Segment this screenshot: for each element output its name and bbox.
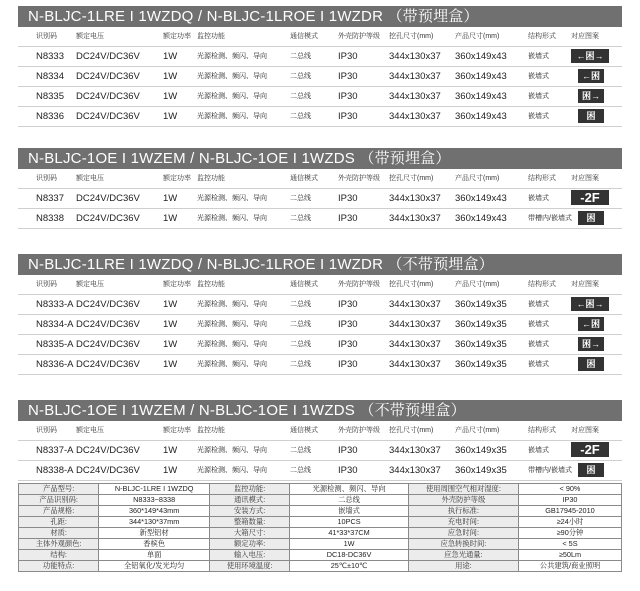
header-hole: 挖孔尺寸(mm)	[389, 175, 434, 182]
cell-voltage: DC24V/DC36V	[76, 339, 140, 350]
exit-sign-icon: -2F	[571, 442, 609, 457]
cell-ip: IP30	[338, 213, 358, 224]
spec-row	[19, 506, 622, 517]
cell-ip: IP30	[338, 71, 358, 82]
header-icon: 对应图案	[571, 281, 599, 288]
cell-id: N8337-A	[36, 445, 74, 456]
spec-key: 产品规格:	[19, 506, 99, 517]
exit-sign-icon: ←困→	[571, 297, 609, 311]
spec-value: 41*33*37CM	[290, 528, 409, 539]
exit-sign-icon: 困	[578, 211, 604, 225]
cell-voltage: DC24V/DC36V	[76, 465, 140, 476]
table-header	[18, 421, 622, 441]
spec-key: 使用周围空气相对湿度:	[408, 484, 518, 495]
section-title: N-BLJC-1OE I 1WZEM / N-BLJC-1OE I 1WZDS （带预埋盒）	[18, 148, 622, 169]
cell-ip: IP30	[338, 445, 358, 456]
cell-size: 360x149x43	[455, 71, 507, 82]
cell-monitor: 光源检测、频闪、导向	[197, 321, 267, 328]
cell-ip: IP30	[338, 299, 358, 310]
cell-power: 1W	[163, 51, 178, 62]
cell-monitor: 光源检测、频闪、导向	[197, 467, 267, 474]
table-row	[18, 67, 622, 87]
header-size: 产品尺寸(mm)	[455, 281, 500, 288]
spec-key: 主体外观颜色:	[19, 539, 99, 550]
cell-ip: IP30	[338, 51, 358, 62]
cell-hole: 344x130x37	[389, 299, 441, 310]
exit-sign-icon: 困	[578, 463, 604, 477]
spec-key: 产品型号:	[19, 484, 99, 495]
exit-sign-icon: ←困→	[571, 49, 609, 63]
table-row	[18, 355, 622, 375]
cell-ip: IP30	[338, 359, 358, 370]
spec-row	[19, 528, 622, 539]
exit-sign-icon: ←困	[578, 69, 604, 83]
cell-power: 1W	[163, 193, 178, 204]
header-icon: 对应图案	[571, 33, 599, 40]
spec-value: 344*130*37mm	[99, 517, 210, 528]
cell-mount: 嵌墙式	[528, 53, 549, 60]
spec-value: 二总线	[290, 495, 409, 506]
cell-mount: 嵌墙式	[528, 341, 549, 348]
cell-mount: 嵌墙式	[528, 301, 549, 308]
header-hole: 挖孔尺寸(mm)	[389, 281, 434, 288]
cell-monitor: 光源检测、频闪、导向	[197, 73, 267, 80]
cell-mount: 嵌墙式	[528, 361, 549, 368]
cell-power: 1W	[163, 445, 178, 456]
cell-voltage: DC24V/DC36V	[76, 213, 140, 224]
cell-hole: 344x130x37	[389, 339, 441, 350]
spec-key: 额定功率:	[209, 539, 289, 550]
table-row	[18, 189, 622, 209]
section-title: N-BLJC-1OE I 1WZEM / N-BLJC-1OE I 1WZDS （不带预埋盒）	[18, 400, 622, 421]
cell-comm: 二总线	[290, 361, 311, 368]
cell-comm: 二总线	[290, 53, 311, 60]
spec-value: 公共建筑/商业照明	[518, 561, 621, 572]
spec-row	[19, 550, 622, 561]
cell-hole: 344x130x37	[389, 193, 441, 204]
cell-size: 360x149x43	[455, 51, 507, 62]
cell-size: 360x149x43	[455, 111, 507, 122]
exit-sign-icon: 困→	[578, 337, 604, 351]
header-ip: 外壳防护等级	[338, 33, 380, 40]
cell-comm: 二总线	[290, 467, 311, 474]
cell-ip: IP30	[338, 111, 358, 122]
header-size: 产品尺寸(mm)	[455, 33, 500, 40]
cell-power: 1W	[163, 213, 178, 224]
spec-value: 单面	[99, 550, 210, 561]
header-size: 产品尺寸(mm)	[455, 175, 500, 182]
cell-hole: 344x130x37	[389, 319, 441, 330]
cell-monitor: 光源检测、频闪、导向	[197, 195, 267, 202]
cell-monitor: 光源检测、频闪、导向	[197, 113, 267, 120]
cell-monitor: 光源检测、频闪、导向	[197, 341, 267, 348]
table-row	[18, 441, 622, 461]
header-voltage: 额定电压	[76, 175, 104, 182]
cell-power: 1W	[163, 299, 178, 310]
cell-ip: IP30	[338, 193, 358, 204]
table-row	[18, 87, 622, 107]
cell-voltage: DC24V/DC36V	[76, 193, 140, 204]
header-power: 额定功率	[163, 281, 191, 288]
spec-row	[19, 561, 622, 572]
spec-key: 整箱数量:	[209, 517, 289, 528]
spec-key: 应急转换时间:	[408, 539, 518, 550]
spec-key: 充电时间:	[408, 517, 518, 528]
header-monitor: 监控功能	[197, 281, 225, 288]
spec-value: N-BLJC-1LRE I 1WZDQ	[99, 484, 210, 495]
section-2	[18, 148, 622, 229]
header-hole: 挖孔尺寸(mm)	[389, 33, 434, 40]
table-row	[18, 295, 622, 315]
cell-power: 1W	[163, 111, 178, 122]
cell-comm: 二总线	[290, 341, 311, 348]
spec-key: 应急光通量:	[408, 550, 518, 561]
table-header	[18, 169, 622, 189]
spec-key: 功能特点:	[19, 561, 99, 572]
cell-comm: 二总线	[290, 73, 311, 80]
cell-power: 1W	[163, 91, 178, 102]
cell-voltage: DC24V/DC36V	[76, 359, 140, 370]
spec-value: IP30	[518, 495, 621, 506]
cell-mount: 嵌墙式	[528, 113, 549, 120]
section-4	[18, 400, 622, 481]
section-title: N-BLJC-1LRE I 1WZDQ / N-BLJC-1LROE I 1WZDR （带预埋盒）	[18, 6, 622, 27]
spec-row	[19, 484, 622, 495]
spec-value: < 90%	[518, 484, 621, 495]
spec-value: GB17945-2010	[518, 506, 621, 517]
cell-voltage: DC24V/DC36V	[76, 91, 140, 102]
table-row	[18, 461, 622, 481]
cell-size: 360x149x35	[455, 465, 507, 476]
spec-value: ≥24小时	[518, 517, 621, 528]
exit-sign-icon: 困	[578, 357, 604, 371]
spec-row	[19, 539, 622, 550]
cell-mount: 嵌墙式	[528, 447, 549, 454]
cell-power: 1W	[163, 319, 178, 330]
header-comm: 通信模式	[290, 427, 318, 434]
spec-key: 结构:	[19, 550, 99, 561]
header-ip: 外壳防护等级	[338, 427, 380, 434]
cell-voltage: DC24V/DC36V	[76, 319, 140, 330]
table-row	[18, 107, 622, 127]
spec-value: 25℃±10℃	[290, 561, 409, 572]
spec-key: 使用环境温度:	[209, 561, 289, 572]
cell-mount: 带槽内/嵌墙式	[528, 467, 572, 474]
spec-value: ≥50Lm	[518, 550, 621, 561]
header-mount: 结构形式	[528, 33, 556, 40]
header-size: 产品尺寸(mm)	[455, 427, 500, 434]
header-monitor: 监控功能	[197, 175, 225, 182]
cell-monitor: 光源检测、频闪、导向	[197, 53, 267, 60]
cell-id: N8335	[36, 91, 64, 102]
section-title: N-BLJC-1LRE I 1WZDQ / N-BLJC-1LROE I 1WZDR （不带预埋盒）	[18, 254, 622, 275]
cell-id: N8334-A	[36, 319, 74, 330]
spec-value: 360*149*43mm	[99, 506, 210, 517]
cell-hole: 344x130x37	[389, 465, 441, 476]
cell-monitor: 光源检测、频闪、导向	[197, 361, 267, 368]
cell-voltage: DC24V/DC36V	[76, 51, 140, 62]
cell-voltage: DC24V/DC36V	[76, 111, 140, 122]
exit-sign-icon: ←困	[578, 317, 604, 331]
cell-size: 360x149x43	[455, 213, 507, 224]
spec-value: DC18-DC36V	[290, 550, 409, 561]
cell-mount: 带槽内/嵌墙式	[528, 215, 572, 222]
cell-comm: 二总线	[290, 215, 311, 222]
header-id: 识别码	[36, 427, 57, 434]
cell-id: N8335-A	[36, 339, 74, 350]
table-row	[18, 47, 622, 67]
cell-comm: 二总线	[290, 113, 311, 120]
spec-value: 新型铝材	[99, 528, 210, 539]
cell-hole: 344x130x37	[389, 213, 441, 224]
spec-key: 大箱尺寸:	[209, 528, 289, 539]
cell-size: 360x149x35	[455, 445, 507, 456]
cell-power: 1W	[163, 465, 178, 476]
spec-key: 产品识别码:	[19, 495, 99, 506]
cell-id: N8336	[36, 111, 64, 122]
spec-table	[18, 483, 622, 572]
header-mount: 结构形式	[528, 175, 556, 182]
cell-comm: 二总线	[290, 321, 311, 328]
section-3	[18, 254, 622, 375]
header-id: 识别码	[36, 33, 57, 40]
header-voltage: 额定电压	[76, 33, 104, 40]
cell-hole: 344x130x37	[389, 71, 441, 82]
spec-value: ≥90分钟	[518, 528, 621, 539]
header-monitor: 监控功能	[197, 33, 225, 40]
spec-value: < 5S	[518, 539, 621, 550]
cell-hole: 344x130x37	[389, 111, 441, 122]
cell-monitor: 光源检测、频闪、导向	[197, 93, 267, 100]
table-header	[18, 27, 622, 47]
cell-power: 1W	[163, 71, 178, 82]
spec-key: 应急时间:	[408, 528, 518, 539]
cell-id: N8334	[36, 71, 64, 82]
spec-key: 安装方式:	[209, 506, 289, 517]
header-voltage: 额定电压	[76, 281, 104, 288]
header-icon: 对应图案	[571, 175, 599, 182]
cell-comm: 二总线	[290, 301, 311, 308]
spec-row	[19, 495, 622, 506]
spec-key: 通讯模式:	[209, 495, 289, 506]
cell-mount: 嵌墙式	[528, 195, 549, 202]
header-power: 额定功率	[163, 175, 191, 182]
header-comm: 通信模式	[290, 175, 318, 182]
header-voltage: 额定电压	[76, 427, 104, 434]
cell-ip: IP30	[338, 465, 358, 476]
cell-comm: 二总线	[290, 447, 311, 454]
cell-size: 360x149x43	[455, 91, 507, 102]
header-mount: 结构形式	[528, 427, 556, 434]
cell-mount: 嵌墙式	[528, 321, 549, 328]
cell-id: N8333	[36, 51, 64, 62]
cell-size: 360x149x43	[455, 193, 507, 204]
spec-value: N8333~8338	[99, 495, 210, 506]
header-comm: 通信模式	[290, 33, 318, 40]
section-1	[18, 6, 622, 127]
cell-hole: 344x130x37	[389, 359, 441, 370]
spec-value: 光源检测、频闪、导向	[290, 484, 409, 495]
header-comm: 通信模式	[290, 281, 318, 288]
header-ip: 外壳防护等级	[338, 281, 380, 288]
spec-key: 执行标准:	[408, 506, 518, 517]
cell-hole: 344x130x37	[389, 91, 441, 102]
cell-hole: 344x130x37	[389, 445, 441, 456]
cell-size: 360x149x35	[455, 319, 507, 330]
cell-ip: IP30	[338, 339, 358, 350]
cell-mount: 嵌墙式	[528, 93, 549, 100]
cell-id: N8333-A	[36, 299, 74, 310]
header-hole: 挖孔尺寸(mm)	[389, 427, 434, 434]
header-monitor: 监控功能	[197, 427, 225, 434]
table-row	[18, 315, 622, 335]
cell-size: 360x149x35	[455, 359, 507, 370]
spec-key: 用途:	[408, 561, 518, 572]
exit-sign-icon: 困→	[578, 89, 604, 103]
cell-id: N8336-A	[36, 359, 74, 370]
header-id: 识别码	[36, 281, 57, 288]
exit-sign-icon: 困	[578, 109, 604, 123]
spec-key: 输入电压:	[209, 550, 289, 561]
table-header	[18, 275, 622, 295]
cell-id: N8338	[36, 213, 64, 224]
spec-key: 外壳防护等级	[408, 495, 518, 506]
cell-power: 1W	[163, 339, 178, 350]
table-row	[18, 209, 622, 229]
cell-voltage: DC24V/DC36V	[76, 71, 140, 82]
cell-ip: IP30	[338, 319, 358, 330]
header-ip: 外壳防护等级	[338, 175, 380, 182]
header-power: 额定功率	[163, 427, 191, 434]
spec-key: 监控功能:	[209, 484, 289, 495]
cell-monitor: 光源检测、频闪、导向	[197, 301, 267, 308]
cell-monitor: 光源检测、频闪、导向	[197, 447, 267, 454]
cell-comm: 二总线	[290, 195, 311, 202]
header-mount: 结构形式	[528, 281, 556, 288]
cell-ip: IP30	[338, 91, 358, 102]
cell-monitor: 光源检测、频闪、导向	[197, 215, 267, 222]
cell-power: 1W	[163, 359, 178, 370]
cell-size: 360x149x35	[455, 299, 507, 310]
header-power: 额定功率	[163, 33, 191, 40]
cell-mount: 嵌墙式	[528, 73, 549, 80]
spec-value: 嵌墙式	[290, 506, 409, 517]
spec-key: 孔距:	[19, 517, 99, 528]
cell-comm: 二总线	[290, 93, 311, 100]
spec-value: 10PCS	[290, 517, 409, 528]
cell-size: 360x149x35	[455, 339, 507, 350]
exit-sign-icon: -2F	[571, 190, 609, 205]
header-id: 识别码	[36, 175, 57, 182]
cell-id: N8337	[36, 193, 64, 204]
cell-hole: 344x130x37	[389, 51, 441, 62]
spec-key: 材质:	[19, 528, 99, 539]
table-row	[18, 335, 622, 355]
cell-id: N8338-A	[36, 465, 74, 476]
spec-value: 全铝氧化/发光均匀	[99, 561, 210, 572]
spec-row	[19, 517, 622, 528]
cell-voltage: DC24V/DC36V	[76, 299, 140, 310]
spec-value: 1W	[290, 539, 409, 550]
header-icon: 对应图案	[571, 427, 599, 434]
spec-value: 香槟色	[99, 539, 210, 550]
cell-voltage: DC24V/DC36V	[76, 445, 140, 456]
